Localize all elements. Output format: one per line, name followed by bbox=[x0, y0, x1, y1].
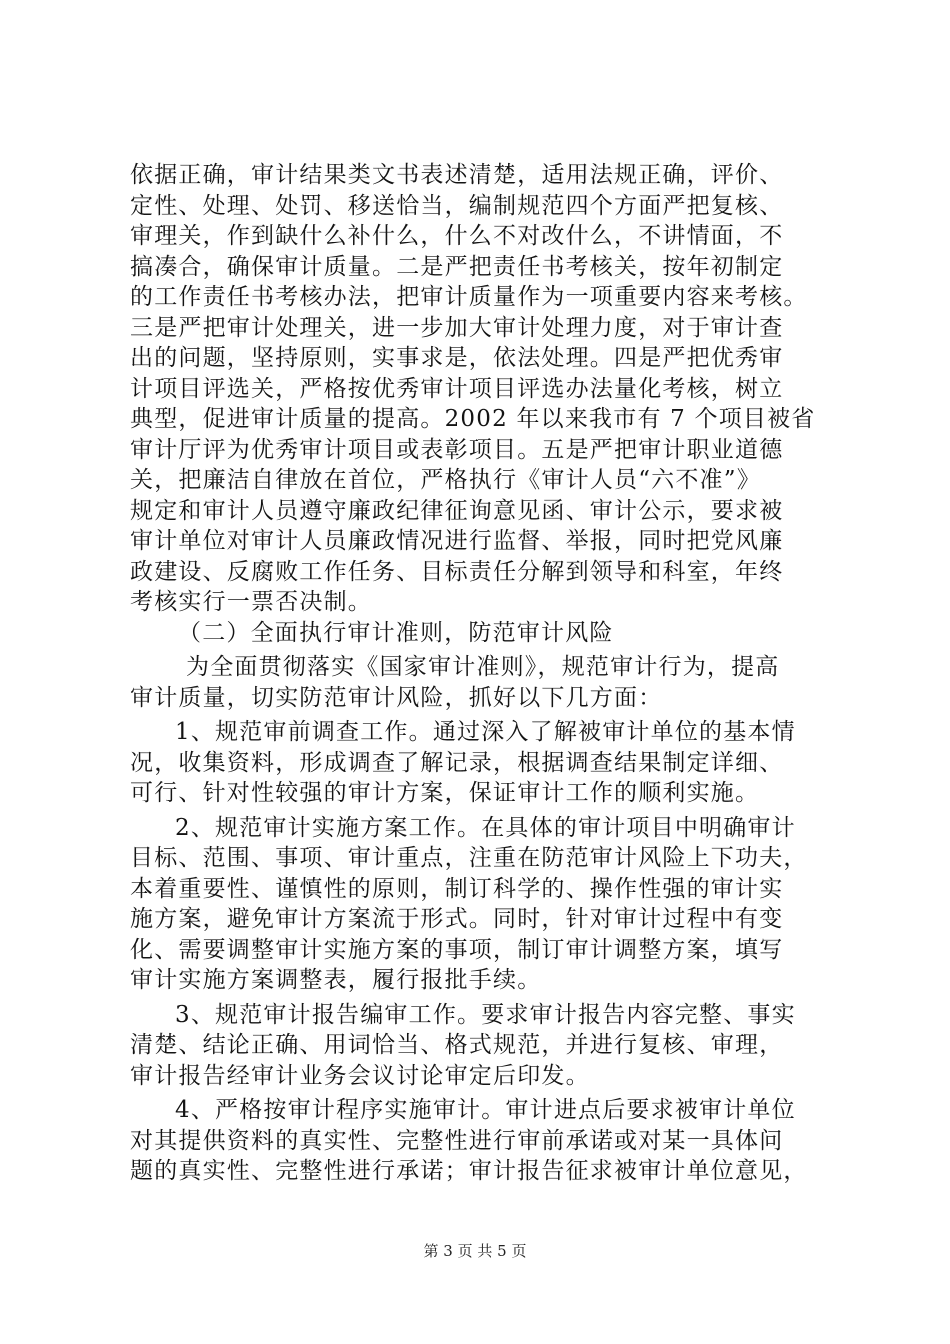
text-line: 出的问题，坚持原则，实事求是，依法处理。四是严把优秀审 bbox=[130, 345, 784, 371]
text-line: 关，把廉洁自律放在首位，严格执行《审计人员“六不准”》 bbox=[130, 467, 761, 493]
text-line: 搞凑合，确保审计质量。二是严把责任书考核关，按年初制定 bbox=[130, 253, 784, 280]
text-line: 清楚、结论正确、用词恰当、格式规范，并进行复核、审理， bbox=[130, 1032, 784, 1058]
text-line: 审计厅评为优秀审计项目或表彰项目。五是严把审计职业道德 bbox=[130, 436, 784, 463]
text-line: 况，收集资料，形成调查了解记录，根据调查结果制定详细、 bbox=[130, 749, 784, 776]
section-heading: （二）全面执行审计准则，防范审计风险 bbox=[178, 619, 614, 646]
text-line: 的工作责任书考核办法，把审计质量作为一项重要内容来考核。 bbox=[130, 284, 808, 310]
numbered-item: 1、规范审前调查工作。通过深入了解被审计单位的基本情 bbox=[175, 719, 796, 745]
text-line: 可行、针对性较强的审计方案，保证审计工作的顺利实施。 bbox=[130, 780, 760, 806]
text-line: 定性、处理、处罚、移送恰当，编制规范四个方面严把复核、 bbox=[130, 192, 784, 219]
text-line: 题的真实性、完整性进行承诺；审计报告征求被审计单位意见， bbox=[130, 1158, 808, 1184]
text-line: 本着重要性、谨慎性的原则，制订科学的、操作性强的审计实 bbox=[130, 875, 784, 902]
text-line: 典型，促进审计质量的提高。2002 年以来我市有 7 个项目被省 bbox=[130, 406, 816, 432]
text-line: 审计实施方案调整表，履行报批手续。 bbox=[130, 967, 542, 993]
page-number-label: 第 3 页 共 5 页 bbox=[423, 1242, 527, 1260]
text-line: 依据正确，审计结果类文书表述清楚，适用法规正确，评价、 bbox=[130, 162, 784, 188]
text-line: 审计单位对审计人员廉政情况进行监督、举报，同时把党风廉 bbox=[130, 528, 784, 554]
page-footer bbox=[0, 1241, 950, 1261]
numbered-item: 3、规范审计报告编审工作。要求审计报告内容完整、事实 bbox=[175, 1001, 796, 1028]
text-line: 计项目评选关，严格按优秀审计项目评选办法量化考核，树立 bbox=[130, 375, 784, 402]
numbered-item: 4、严格按审计程序实施审计。审计进点后要求被审计单位 bbox=[175, 1097, 796, 1123]
text-line: 审计报告经审计业务会议讨论审定后印发。 bbox=[130, 1062, 590, 1089]
text-line: 审理关，作到缺什么补什么，什么不对改什么，不讲情面，不 bbox=[130, 223, 784, 249]
text-line: 三是严把审计处理关，进一步加大审计处理力度，对于审计查 bbox=[130, 314, 784, 341]
text-line: 考核实行一票否决制。 bbox=[130, 589, 372, 615]
text-line: 化、需要调整审计实施方案的事项，制订审计调整方案，填写 bbox=[130, 936, 784, 963]
text-line: 施方案，避免审计方案流于形式。同时，针对审计过程中有变 bbox=[130, 906, 784, 932]
document-body bbox=[130, 160, 850, 1187]
text-line: 为全面贯彻落实《国家审计准则》，规范审计行为，提高 bbox=[186, 654, 780, 680]
text-line: 对其提供资料的真实性、完整性进行审前承诺或对某一具体问 bbox=[130, 1127, 784, 1154]
text-line: 规定和审计人员遵守廉政纪律征询意见函、审计公示，要求被 bbox=[130, 497, 784, 524]
numbered-item: 2、规范审计实施方案工作。在具体的审计项目中明确审计 bbox=[175, 814, 796, 841]
text-line: 审计质量，切实防范审计风险，抓好以下几方面： bbox=[130, 684, 663, 711]
text-line: 政建设、反腐败工作任务、目标责任分解到领导和科室，年终 bbox=[130, 558, 784, 585]
text-line: 目标、范围、事项、审计重点，注重在防范审计风险上下功夫， bbox=[130, 845, 808, 871]
